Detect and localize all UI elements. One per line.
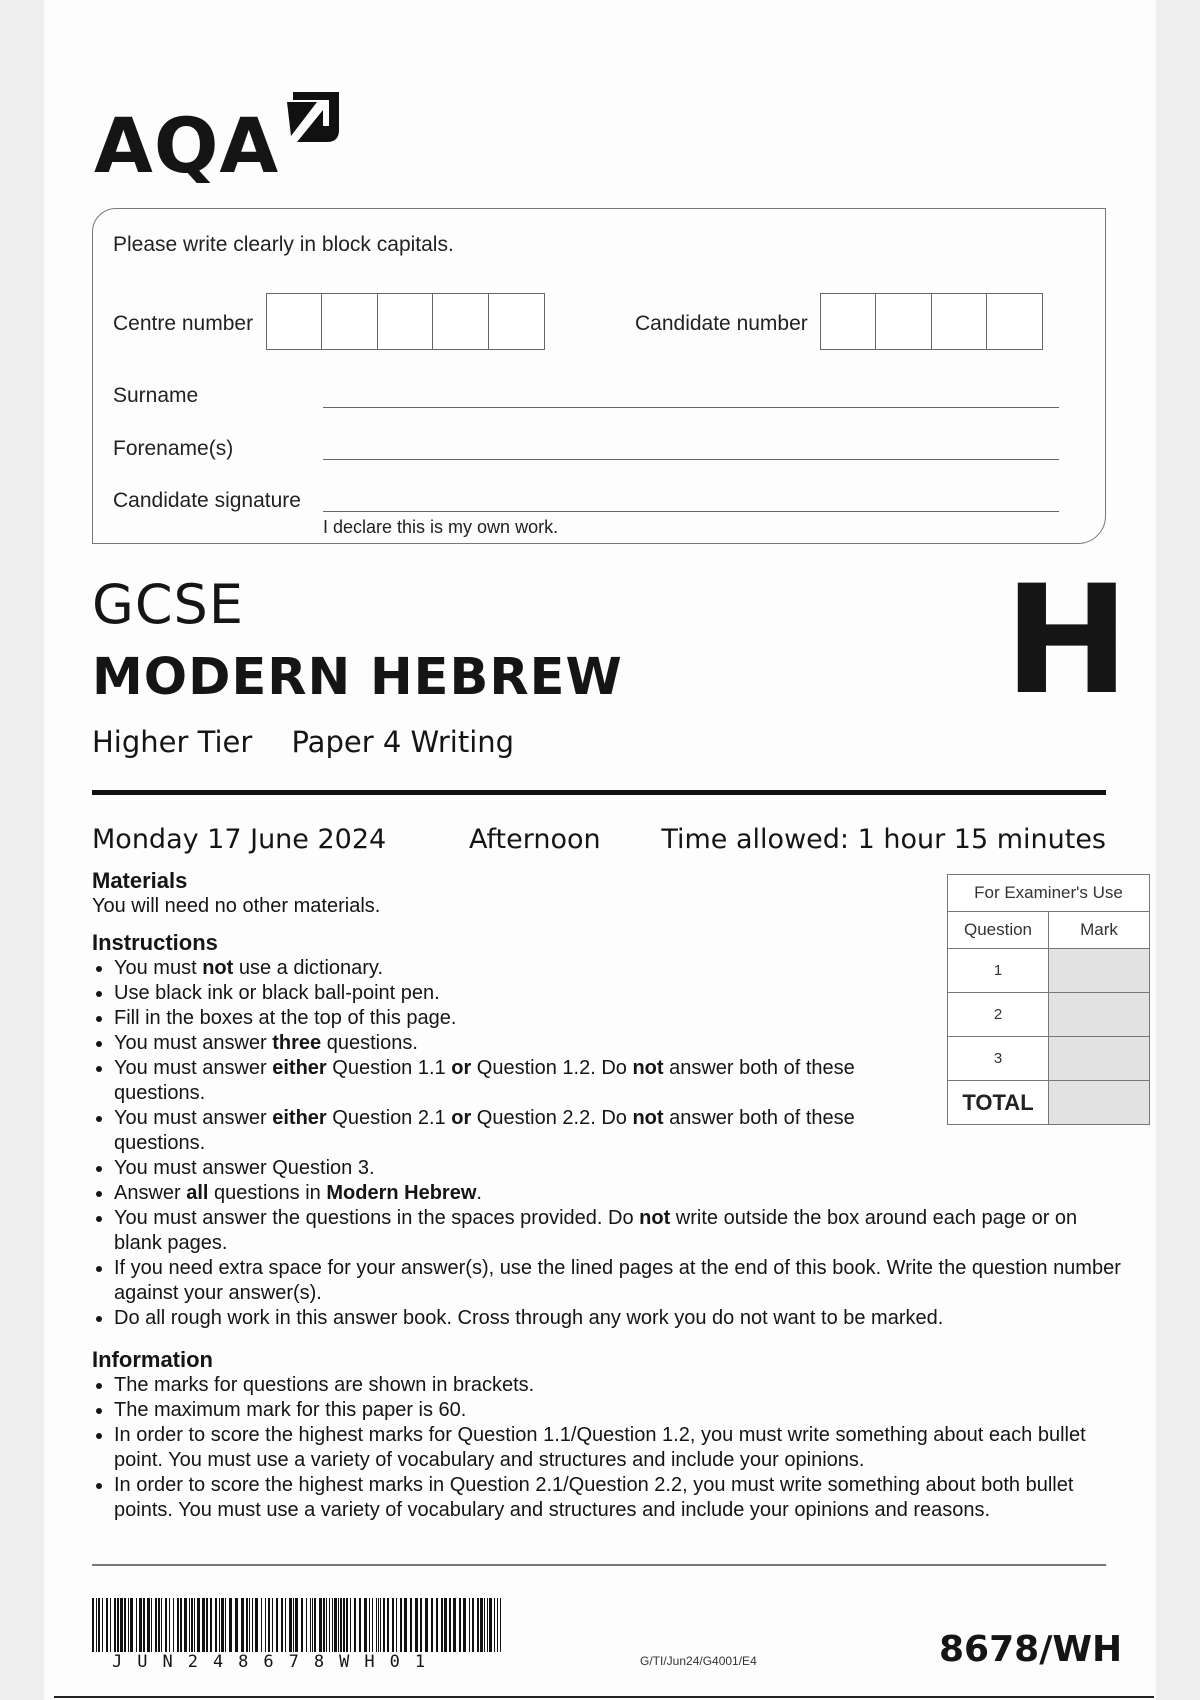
centre-number-digit[interactable] <box>377 293 434 350</box>
barcode-bar <box>314 1598 316 1652</box>
barcode-bar <box>197 1598 200 1652</box>
barcode-bar <box>161 1598 162 1652</box>
barcode-bar <box>449 1598 451 1652</box>
centre-number-digit[interactable] <box>266 293 323 350</box>
barcode-bar <box>364 1598 367 1652</box>
barcode-bar <box>453 1598 456 1652</box>
barcode-bar <box>98 1598 100 1652</box>
information-item: • In order to score the highest marks in Question 2.1/Question 2.2, you must write something about both bullet points. You must use a variety of vocabulary and structures and include your opinions and reasons. <box>114 1473 1114 1523</box>
barcode-bar <box>392 1598 394 1652</box>
barcode-bar <box>334 1598 337 1652</box>
barcode-bar <box>246 1598 248 1652</box>
barcode-bar <box>338 1598 339 1652</box>
barcode-bar <box>158 1598 160 1652</box>
mark-cell <box>1049 993 1150 1037</box>
barcode-bar <box>261 1598 262 1652</box>
barcode-bar <box>177 1598 179 1652</box>
candidate-details-box <box>92 208 1106 544</box>
barcode-bar <box>206 1598 208 1652</box>
centre-number-digit[interactable] <box>488 293 545 350</box>
barcode-bar <box>404 1598 407 1652</box>
materials-text: You will need no other materials. <box>92 895 381 917</box>
barcode-bar <box>494 1598 495 1652</box>
barcode-bar <box>268 1598 270 1652</box>
barcode-bar <box>489 1598 492 1652</box>
exam-date: Monday 17 June 2024 <box>92 824 387 855</box>
barcode-bar <box>310 1598 311 1652</box>
surname-field[interactable] <box>323 407 1059 408</box>
barcode-bar <box>151 1598 152 1652</box>
barcode-text: JUN248678WH01 <box>112 1652 441 1672</box>
barcode-bar <box>497 1598 498 1652</box>
barcode-bar <box>130 1598 133 1652</box>
barcode-bar <box>459 1598 461 1652</box>
information-item: • In order to score the highest marks for Question 1.1/Question 1.2, you must write something about each bullet point. You must use a variety of vocabulary and structures and include your opinions. <box>114 1423 1114 1473</box>
barcode-bar <box>191 1598 193 1652</box>
tier-text: Higher Tier <box>92 725 253 759</box>
question-number-cell: 2 <box>948 993 1049 1037</box>
time-allowed: Time allowed: 1 hour 15 minutes <box>661 824 1106 855</box>
surname-label: Surname <box>113 384 199 407</box>
declaration-text: I declare this is my own work. <box>323 517 559 537</box>
barcode-bar <box>396 1598 397 1652</box>
barcode-bar <box>96 1598 97 1652</box>
barcode-bar <box>229 1598 232 1652</box>
barcode-bar <box>92 1598 94 1652</box>
barcode-bar <box>202 1598 205 1652</box>
information-item: • The marks for questions are shown in brackets. <box>114 1373 1114 1398</box>
barcode-bar <box>143 1598 145 1652</box>
logo-text: AQA <box>94 101 280 190</box>
page-bottom-rule <box>54 1696 1154 1698</box>
barcode-bar <box>285 1598 286 1652</box>
tier-paper-line <box>92 725 544 759</box>
barcode-bar <box>350 1598 351 1652</box>
instruction-item: • You must answer Question 3. <box>114 1156 874 1181</box>
instruction-item: • If you need extra space for your answer(s), use the lined pages at the end of this book. Write the question number against your answer(s). <box>114 1256 1124 1306</box>
barcode-bar <box>477 1598 479 1652</box>
barcode-bar <box>332 1598 333 1652</box>
barcode-bar <box>295 1598 298 1652</box>
barcode-bar <box>436 1598 438 1652</box>
barcode-bar <box>210 1598 212 1652</box>
candidate-number-digit[interactable] <box>931 293 988 350</box>
instruction-item: • Use black ink or black ball-point pen. <box>114 981 874 1006</box>
barcode-bar <box>194 1598 195 1652</box>
centre-number-digit[interactable] <box>432 293 489 350</box>
instruction-item: • Fill in the boxes at the top of this page. <box>114 1006 874 1031</box>
barcode-bar <box>378 1598 379 1652</box>
instruction-item: • You must answer either Question 2.1 or Question 2.2. Do not answer both of these questions. <box>114 1106 874 1156</box>
barcode-bar <box>343 1598 345 1652</box>
barcode-bar <box>415 1598 418 1652</box>
instructions-heading: Instructions <box>92 930 218 955</box>
instruction-item: • You must not use a dictionary. <box>114 956 874 981</box>
tier-letter: H <box>1004 554 1130 728</box>
candidate-number-digit[interactable] <box>875 293 932 350</box>
barcode-bar <box>147 1598 150 1652</box>
barcode-bar <box>155 1598 157 1652</box>
instruction-item: • You must answer the questions in the spaces provided. Do not write outside the box around each page or on blank pages. <box>114 1206 1124 1256</box>
barcode-bar <box>380 1598 381 1652</box>
exam-session: Afternoon <box>469 824 601 855</box>
candidate-number-label: Candidate number <box>635 312 808 335</box>
block-capitals-note: Please write clearly in block capitals. <box>113 233 454 256</box>
barcode-bar <box>500 1598 501 1652</box>
barcode-bar <box>323 1598 325 1652</box>
paper-reference: G/TI/Jun24/G4001/E4 <box>640 1654 757 1668</box>
barcode-bar <box>372 1598 373 1652</box>
barcode-bar <box>319 1598 322 1652</box>
examiner-use-table <box>947 874 1150 1125</box>
information-section <box>92 1347 1132 1523</box>
aqa-logo-mark-icon <box>283 90 341 148</box>
barcode-bar <box>359 1598 361 1652</box>
barcode-bar <box>110 1598 111 1652</box>
paper-code: 8678/WH <box>939 1629 1123 1670</box>
barcode-bar <box>326 1598 327 1652</box>
barcode-bar <box>173 1598 174 1652</box>
candidate-number-digit[interactable] <box>986 293 1043 350</box>
qualification-title: GCSE <box>92 573 244 636</box>
barcode-bar <box>255 1598 258 1652</box>
barcode-bar <box>383 1598 385 1652</box>
information-heading: Information <box>92 1347 213 1372</box>
barcode-bar <box>276 1598 278 1652</box>
centre-number-label: Centre number <box>113 312 254 335</box>
barcode-bar <box>225 1598 226 1652</box>
barcode-bar <box>400 1598 402 1652</box>
barcode-bar <box>387 1598 389 1652</box>
barcode-bar <box>189 1598 190 1652</box>
instruction-item: • You must answer either Question 1.1 or Question 1.2. Do not answer both of these questions. <box>114 1056 874 1106</box>
barcode-bar <box>106 1598 108 1652</box>
instruction-item: • You must answer three questions. <box>114 1031 874 1056</box>
barcode-bar <box>221 1598 224 1652</box>
question-number-cell: 1 <box>948 949 1049 993</box>
barcode-bar <box>487 1598 488 1652</box>
materials-heading: Materials <box>92 868 188 893</box>
candidate-number-field[interactable] <box>821 293 1043 350</box>
barcode-bar <box>281 1598 283 1652</box>
subject-title: MODERN HEBREW <box>92 648 623 707</box>
barcode-bar <box>431 1598 433 1652</box>
footer-divider <box>92 1564 1106 1566</box>
barcode-bar <box>376 1598 377 1652</box>
barcode-bar <box>420 1598 422 1652</box>
forename-label: Forename(s) <box>113 437 234 460</box>
mark-column-header: Mark <box>1049 912 1150 949</box>
total-mark-cell <box>1049 1081 1150 1125</box>
barcode-bar <box>340 1598 342 1652</box>
barcode-bar <box>117 1598 119 1652</box>
paper-text: Paper 4 Writing <box>291 725 515 759</box>
barcode-bar <box>329 1598 330 1652</box>
question-number-cell: 3 <box>948 1037 1049 1081</box>
barcode-bar <box>102 1598 103 1652</box>
barcode-bar <box>444 1598 447 1652</box>
barcode-bar <box>124 1598 126 1652</box>
barcode-bar <box>139 1598 142 1652</box>
signature-label: Candidate signature <box>113 489 301 512</box>
barcode-bar <box>301 1598 303 1652</box>
mark-cell <box>1049 949 1150 993</box>
barcode-bar <box>215 1598 217 1652</box>
instruction-item: • Answer all questions in Modern Hebrew. <box>114 1181 1124 1206</box>
barcode-bar <box>306 1598 307 1652</box>
barcode-bar <box>252 1598 253 1652</box>
barcode-bar <box>469 1598 470 1652</box>
barcode-bar <box>369 1598 370 1652</box>
forename-field[interactable] <box>323 459 1059 460</box>
barcode-bar <box>128 1598 129 1652</box>
barcode-bar <box>441 1598 443 1652</box>
title-divider <box>92 790 1106 795</box>
barcode-bar <box>114 1598 116 1652</box>
barcode-bar <box>480 1598 483 1652</box>
barcode-icon <box>92 1598 504 1652</box>
aqa-logo <box>94 90 341 190</box>
barcode-bar <box>136 1598 137 1652</box>
total-label-cell: TOTAL <box>948 1081 1049 1125</box>
barcode-bar <box>265 1598 266 1652</box>
barcode-bar <box>354 1598 356 1652</box>
barcode-bar <box>180 1598 182 1652</box>
barcode-bar <box>169 1598 170 1652</box>
mark-cell <box>1049 1037 1150 1081</box>
barcode-bar <box>272 1598 273 1652</box>
barcode-bar <box>219 1598 220 1652</box>
barcode-bar <box>241 1598 244 1652</box>
instruction-item: • Do all rough work in this answer book. Cross through any work you do not want to be marked. <box>114 1306 1124 1331</box>
barcode-bar <box>289 1598 292 1652</box>
barcode-bar <box>249 1598 250 1652</box>
barcode-bar <box>312 1598 313 1652</box>
candidate-number-digit[interactable] <box>820 293 877 350</box>
barcode-bar <box>293 1598 294 1652</box>
barcode-bar <box>425 1598 428 1652</box>
information-list <box>92 1373 1114 1523</box>
barcode-bar <box>472 1598 474 1652</box>
barcode-bar <box>410 1598 412 1652</box>
information-item: • The maximum mark for this paper is 60. <box>114 1398 1114 1423</box>
centre-number-digit[interactable] <box>321 293 378 350</box>
signature-field[interactable] <box>323 511 1059 512</box>
barcode-bar <box>463 1598 466 1652</box>
barcode-bar <box>235 1598 238 1652</box>
barcode-bar <box>120 1598 123 1652</box>
exam-cover-page <box>44 0 1156 1700</box>
barcode-bar <box>184 1598 187 1652</box>
centre-number-field[interactable] <box>267 293 545 350</box>
barcode-bar <box>346 1598 348 1652</box>
examiner-table-title: For Examiner's Use <box>948 875 1150 912</box>
question-column-header: Question <box>948 912 1049 949</box>
barcode-bar <box>484 1598 485 1652</box>
barcode-bar <box>165 1598 167 1652</box>
